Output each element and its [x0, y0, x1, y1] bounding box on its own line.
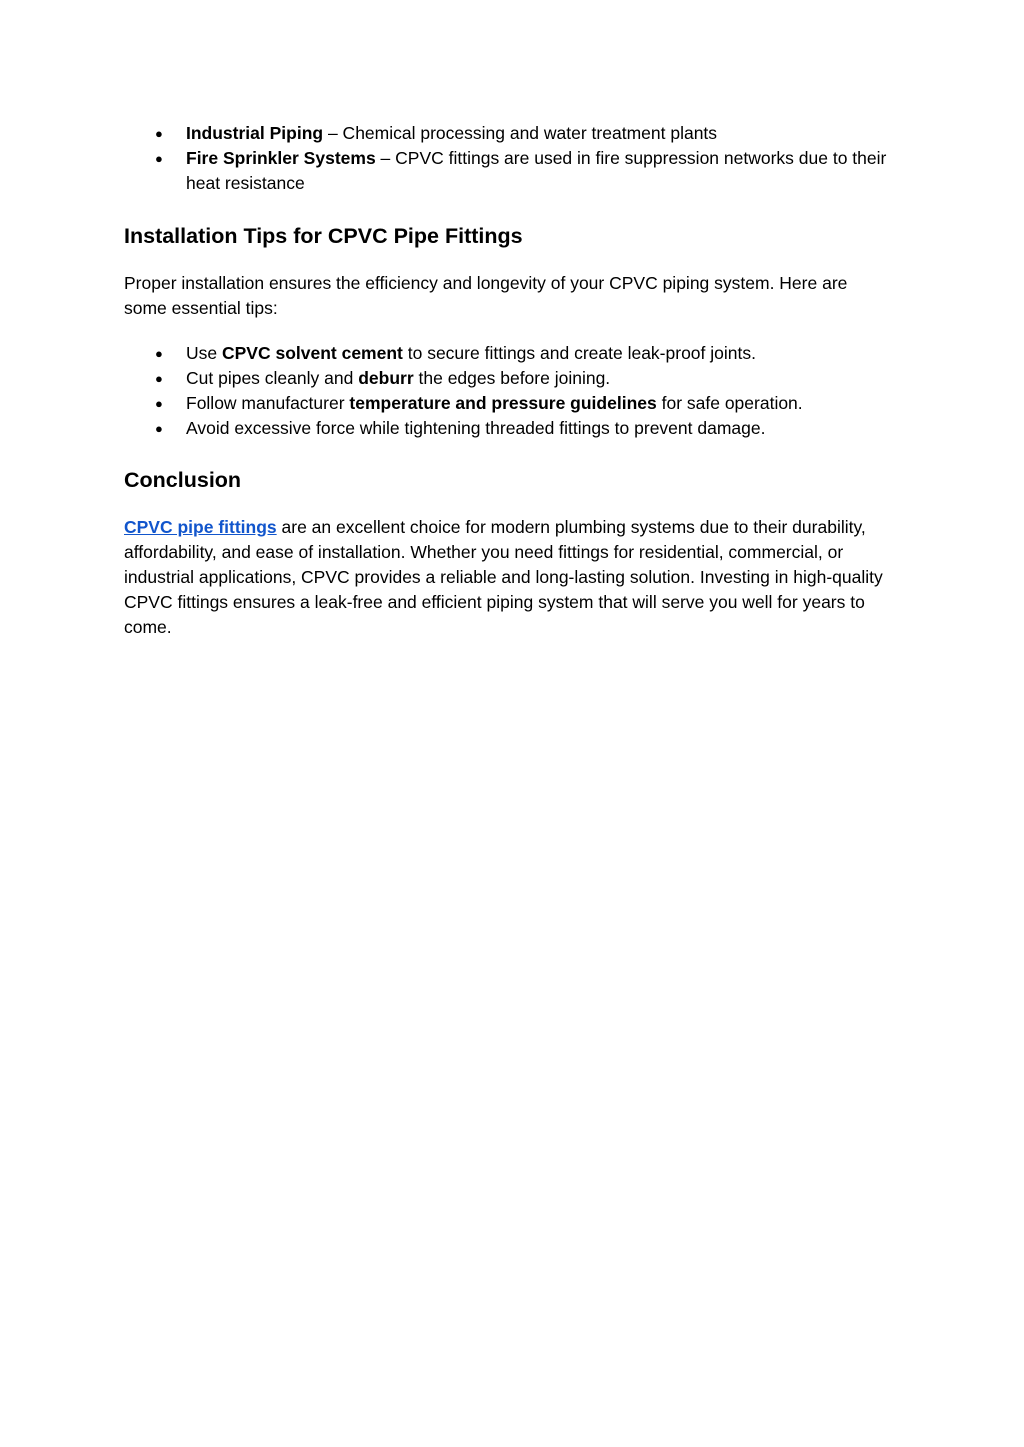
- tip-text: the edges before joining.: [413, 368, 611, 388]
- tip-text: Follow manufacturer: [186, 393, 350, 413]
- conclusion-heading: Conclusion: [124, 468, 242, 492]
- tip-emphasis: CPVC solvent cement: [221, 343, 403, 363]
- bullet-icon: ●: [155, 151, 163, 166]
- list-item: [124, 366, 894, 391]
- list-item-term: Fire Sprinkler Systems: [186, 148, 376, 168]
- installation-tips-list: [124, 341, 894, 441]
- document-content: [124, 121, 894, 640]
- tip-text: Avoid excessive force while tightening threaded fittings to prevent damage.: [186, 418, 766, 438]
- bullet-icon: ●: [155, 371, 163, 386]
- tip-text: to secure fittings and create leak-proof joints.: [402, 343, 756, 363]
- tip-text: for safe operation.: [656, 393, 803, 413]
- installation-heading: Installation Tips for CPVC Pipe Fittings: [124, 224, 523, 248]
- bullet-icon: ●: [155, 421, 163, 436]
- list-item: [124, 146, 894, 196]
- list-item-text: – Chemical processing and water treatment plants: [323, 123, 718, 143]
- list-item: [124, 121, 894, 146]
- bullet-icon: ●: [155, 396, 163, 411]
- conclusion-text: are an excellent choice for modern plumbing systems due to their durability, affordability, and ease of installation. Whether you need fittings for residential, commercial, or industrial applications, CPVC provides a reliable and long-lasting solution. Investing in high-quality CPVC fittings ensures a leak-free and efficient piping system that will serve you well for years to come.: [124, 517, 883, 637]
- applications-list: [124, 121, 894, 196]
- tip-text: Use: [186, 343, 222, 363]
- list-item-term: Industrial Piping: [186, 123, 324, 143]
- tip-emphasis: deburr: [358, 368, 414, 388]
- bullet-icon: ●: [155, 126, 163, 141]
- installation-intro: Proper installation ensures the efficiency and longevity of your CPVC piping system. Here are some essential tips:: [124, 273, 848, 318]
- list-item: [124, 416, 894, 441]
- list-item-text: – CPVC fittings are used in fire suppression networks due to their heat resistance: [186, 148, 887, 193]
- cpvc-pipe-fittings-link[interactable]: CPVC pipe fittings: [124, 517, 277, 537]
- bullet-icon: ●: [155, 346, 163, 361]
- list-item: [124, 391, 894, 416]
- conclusion-paragraph: [124, 515, 894, 640]
- tip-text: Cut pipes cleanly and: [186, 368, 359, 388]
- tip-emphasis: temperature and pressure guidelines: [349, 393, 657, 413]
- list-item: [124, 341, 894, 366]
